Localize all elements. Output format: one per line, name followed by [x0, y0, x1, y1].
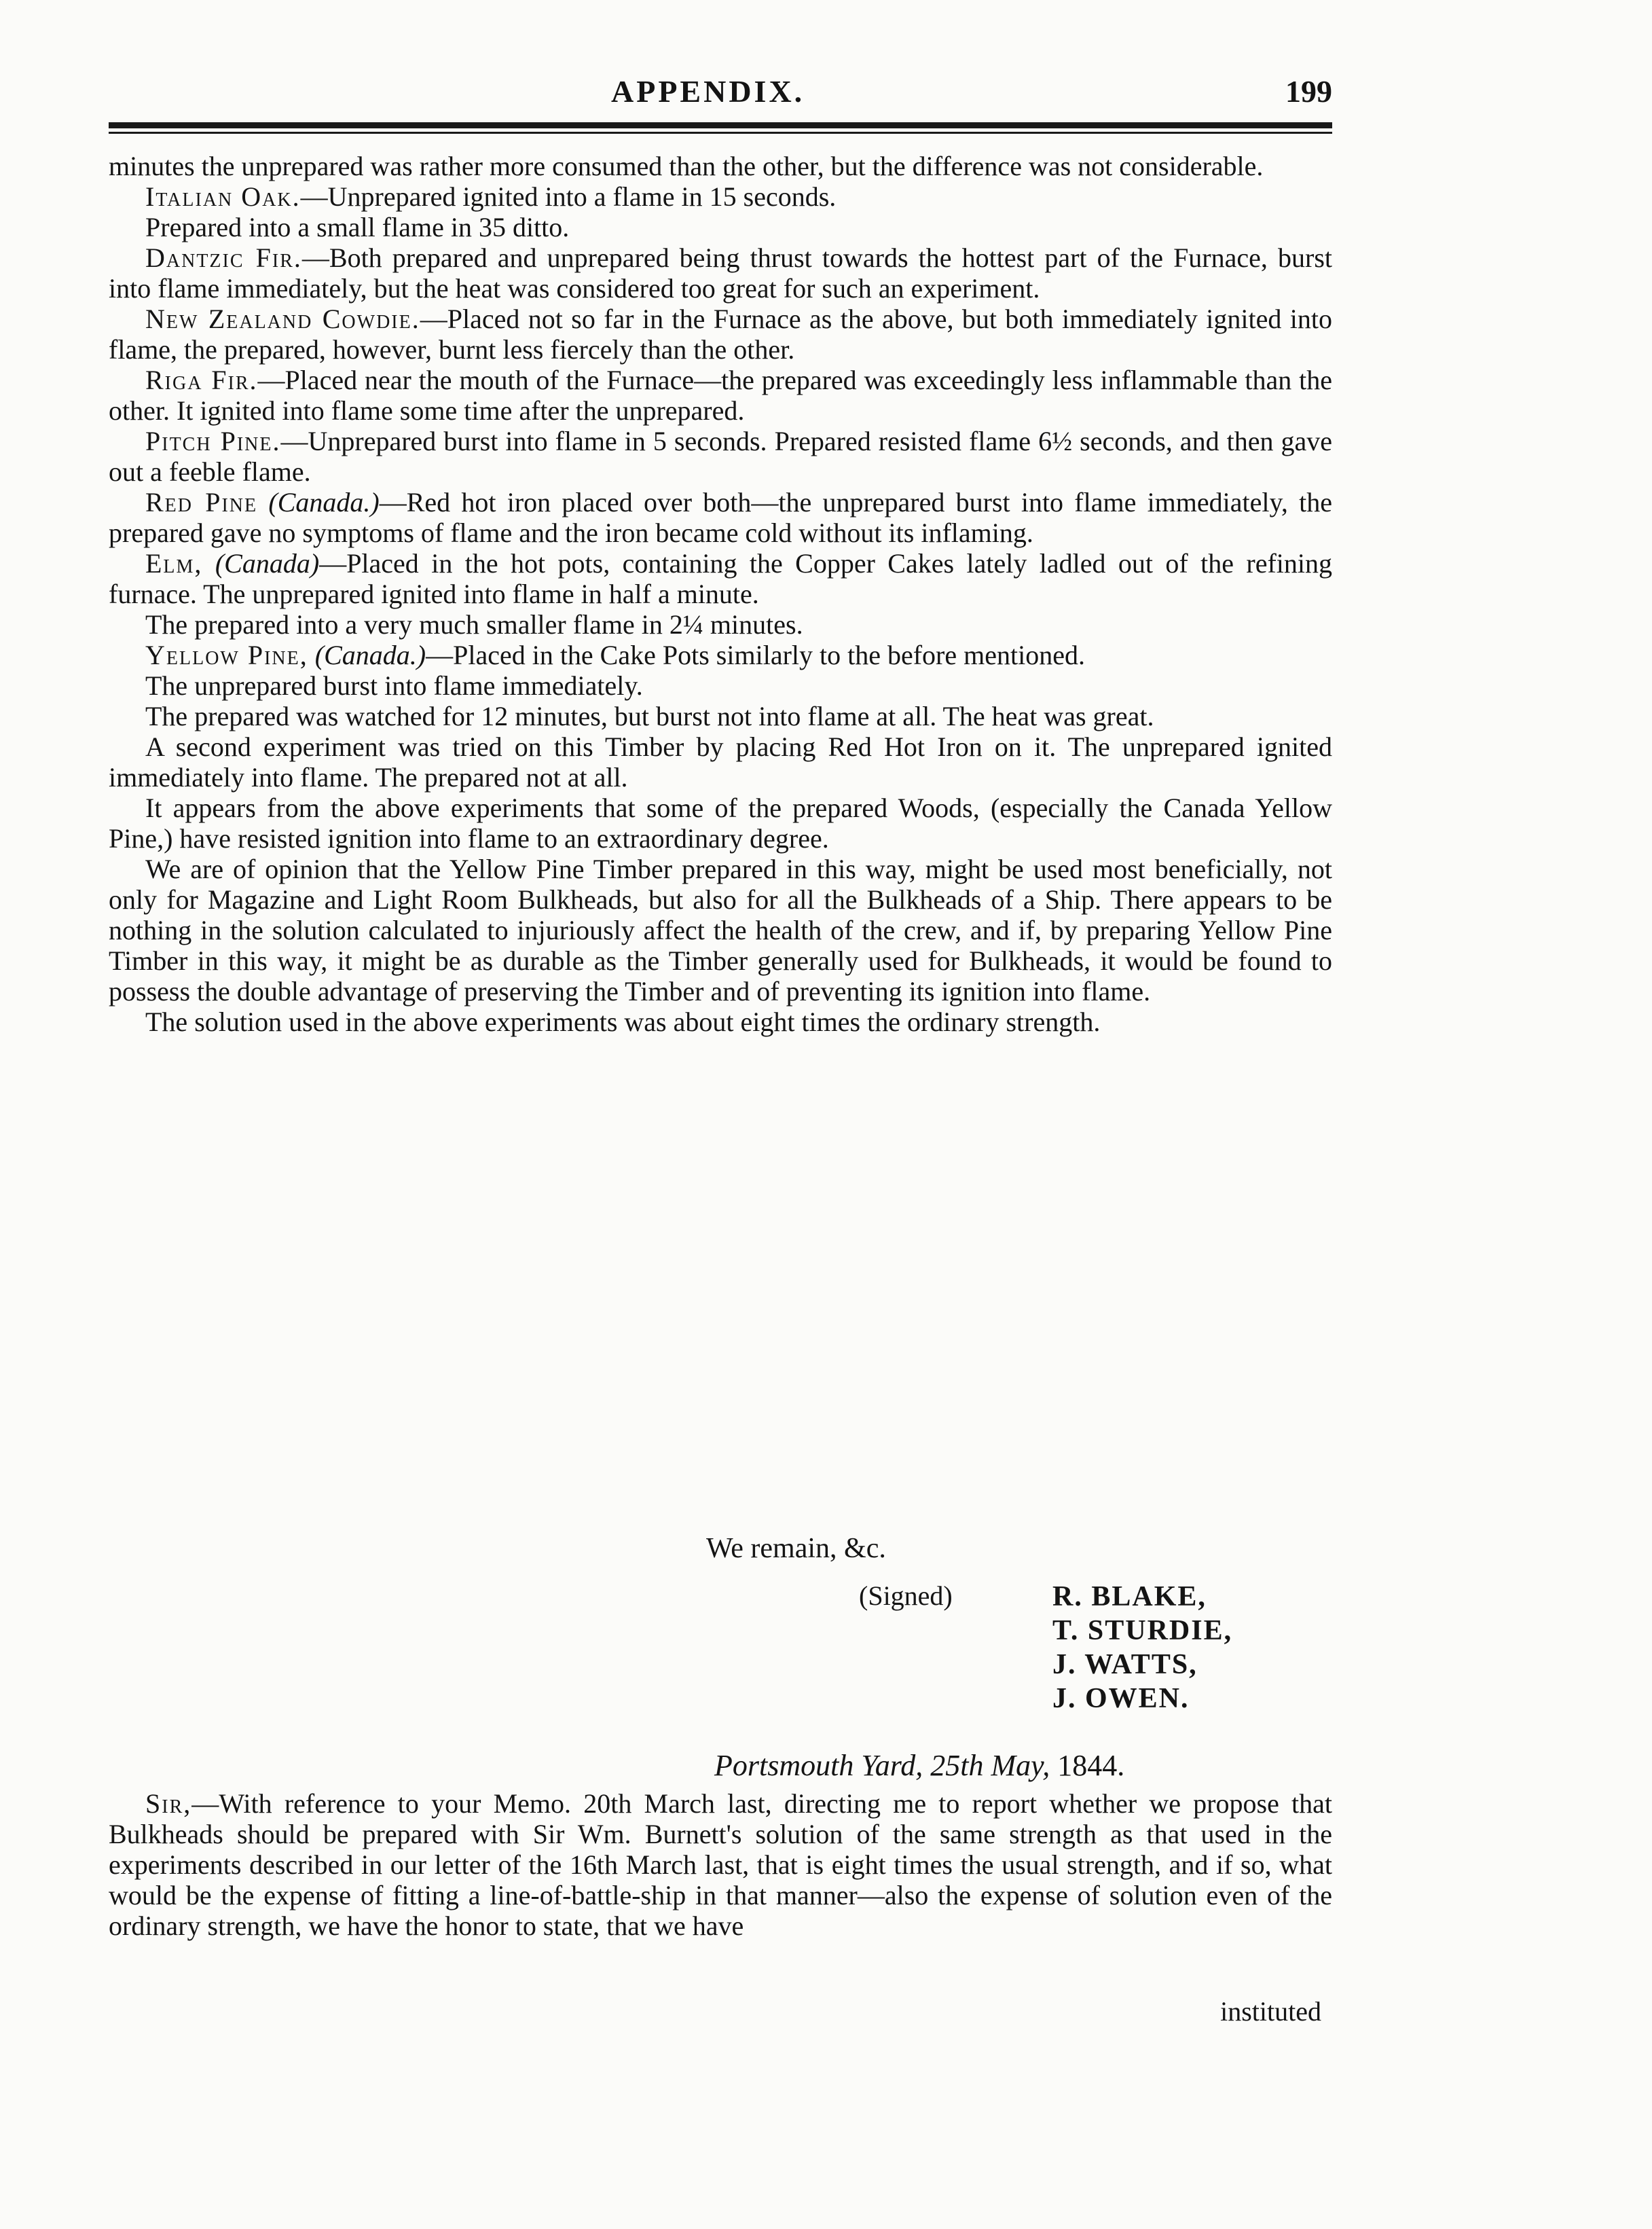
page-header: [109, 73, 1332, 134]
paragraph-lead: Dantzic Fir.: [145, 242, 302, 273]
paragraph: minutes the unprepared was rather more consumed than the other, but the difference was not considerable.: [109, 151, 1264, 181]
paragraph: Yellow Pine, (Canada.)—Placed in the Cake Pots similarly to the before mentioned.: [145, 640, 1085, 670]
paragraph-lead: Red Pine: [145, 487, 258, 518]
paragraph-italic: (Canada): [215, 548, 320, 579]
paragraph: A second experiment was tried on this Timber by placing Red Hot Iron on it. The unprepared ignited immediately into flame. The prepared not at all.: [109, 731, 1332, 793]
paragraph-lead: New Zealand Cowdie.: [145, 304, 420, 334]
paragraph: Red Pine (Canada.)—Red hot iron placed over both—the unprepared burst into flame immediately, the prepared gave no symptoms of flame and the iron became cold without its inflaming.: [109, 487, 1333, 548]
closing-line: [706, 1532, 1290, 1580]
signatories: [1052, 1580, 1338, 1716]
letter-text: [109, 1788, 1332, 1941]
paragraph-lead: Elm,: [145, 548, 203, 579]
paragraph-italic: (Canada.): [268, 487, 380, 518]
header-rule-thin: [109, 132, 1332, 134]
paragraph: Dantzic Fir.—Both prepared and unprepared being thrust towards the hottest part of the Furnace, burst into flame immediately, but the heat was considered too great for such an experiment.: [109, 242, 1333, 304]
closing-text: We remain, &c.: [706, 1533, 886, 1564]
signed-label: (Signed): [859, 1580, 953, 1611]
page-number: 199: [1285, 74, 1332, 109]
dateline-place: Portsmouth Yard,: [714, 1749, 923, 1782]
paragraph: It appears from the above experiments that some of the prepared Woods, (especially the Canada Yellow Pine,) have resisted ignition into flame to an extraordinary degree.: [109, 793, 1332, 854]
paragraph: We are of opinion that the Yellow Pine Timber prepared in this way, might be used most beneficially, not only for Magazine and Light Room Bulkheads, but also for all the Bulkheads of a Ship. There appears to be nothing in the solution calculated to injuriously affect the health of the crew, and if, by preparing Yellow Pine Timber in this way, it might be as durable as the Timber generally used for Bulkheads, it would be found to possess the double advantage of preserving the Timber and of preventing its ignition into flame.: [109, 854, 1332, 1007]
letter-salutation: Sir,: [145, 1788, 192, 1819]
catchword: instituted: [1220, 1996, 1321, 2027]
paragraph-lead: Pitch Pine.: [145, 426, 281, 456]
paragraph: Prepared into a small flame in 35 ditto.: [145, 212, 570, 242]
paragraph: New Zealand Cowdie.—Placed not so far in the Furnace as the above, but both immediately ignited into flame, the prepared, however, burnt less fiercely than the other.: [109, 304, 1332, 365]
dateline-year: 1844.: [1057, 1749, 1125, 1782]
body-text: [109, 151, 1332, 1037]
header-rule-thick: [109, 122, 1332, 128]
paragraph: The solution used in the above experiments was about eight times the ordinary strength.: [145, 1007, 1101, 1037]
paragraph: The prepared was watched for 12 minutes, but burst not into flame at all. The heat was great.: [145, 701, 1154, 731]
running-head: APPENDIX.: [611, 74, 805, 109]
paragraph-lead: Italian Oak.: [145, 181, 301, 212]
paragraph-lead: Riga Fir.: [145, 365, 258, 395]
dateline: [714, 1748, 1124, 1783]
dateline-date: 25th May,: [930, 1749, 1050, 1782]
paragraph-italic: (Canada.): [314, 640, 426, 670]
paragraph: The unprepared burst into flame immediately.: [145, 670, 643, 701]
paragraph: Pitch Pine.—Unprepared burst into flame in 5 seconds. Prepared resisted flame 6½ seconds, and then gave out a feeble flame.: [109, 426, 1333, 487]
signatory: J. WATTS,: [1052, 1649, 1198, 1680]
paragraph: Riga Fir.—Placed near the mouth of the Furnace—the prepared was exceedingly less inflammable than the other. It ignited into flame some time after the unprepared.: [109, 365, 1332, 426]
paragraph: Elm, (Canada)—Placed in the hot pots, containing the Copper Cakes lately ladled out of the refining furnace. The unprepared ignited into flame in half a minute.: [109, 548, 1333, 609]
signatory: T. STURDIE,: [1052, 1615, 1233, 1646]
paragraph: Sir,—With reference to your Memo. 20th March last, directing me to report whether we propose that Bulkheads should be prepared with Sir Wm. Burnett's solution of the same strength as that used in the experiments described in our letter of the 16th March last, that is eight times the usual strength, and if so, what would be the expense of fitting a line-of-battle-ship in that manner—also the expense of solution even of the ordinary strength, we have the honor to state, that we have: [109, 1788, 1332, 1941]
paragraph: The prepared into a very much smaller flame in 2¼ minutes.: [145, 609, 803, 640]
signatory: R. BLAKE,: [1052, 1581, 1207, 1612]
paragraph: Italian Oak.—Unprepared ignited into a flame in 15 seconds.: [145, 181, 837, 212]
signatory: J. OWEN.: [1052, 1683, 1190, 1714]
paragraph-lead: Yellow Pine,: [145, 640, 308, 670]
